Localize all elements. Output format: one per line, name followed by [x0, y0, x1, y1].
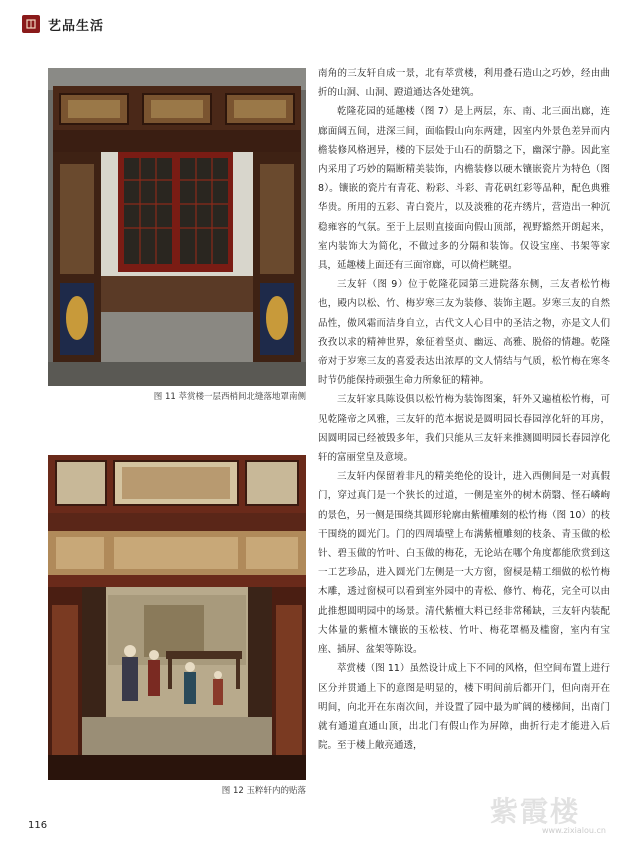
paragraph-3: 三友轩（图 9）位于乾隆花园第三进院落东侧，三友者松竹梅也，殿内以松、竹、梅岁寒三友为装修、装饰主题。岁寒三友的自然品性，傲风霜而洁身自立，古代文人心目中的圣洁之物，亦是文人们孜孜以求的精神世界，象征着坚贞、幽远、高雅、脱俗的情趣。乾隆帝对于岁寒三友的喜爱表达出浓厚的文人情结与气质，松竹梅在寒冬时节仍能保持顽强生命力所象征的精神。 [318, 279, 610, 387]
figure-11-caption: 图 11 萃赏楼一层西梢间北缝落地罩南侧 [153, 392, 306, 402]
page-header [22, 14, 104, 34]
watermark-url: www.zixialou.cn [542, 826, 606, 835]
section-title: 艺品生活 [48, 18, 105, 34]
paragraph-4: 三友轩家具陈设俱以松竹梅为装饰图案，轩外又遍植松竹梅，可见乾隆帝之风雅，三友轩的范本据说是圆明园长春园淳化轩的耳房，因圆明园已经被毁多年，我们只能从三友轩来推测圆明园长春园淳化轩的富丽堂皇及意境。 [318, 394, 610, 464]
watermark-logo: 紫霞楼 [490, 795, 581, 828]
watermark [490, 790, 630, 844]
article-body [318, 64, 610, 820]
paragraph-1: 南角的三友轩自成一景，北有萃赏楼，利用叠石造山之巧妙，经由曲折的山洞、山洞、蹬道通达各处建筑。 [318, 68, 610, 99]
paragraph-2: 乾隆花园的延趣楼（图 7）是上两层，东、南、北三面出廊，连廊面阔五间，进深三间，面临假山向东两建，因室内外景色差异而内檐装修风格迥异，楼的下层处于山石的荫翳之下，幽深宁静。因此室内采用了巧妙的隔断精美装饰，内檐装修以硬木镶嵌瓷片为特色（图 8）。镶嵌的瓷片有青花、粉彩、斗彩、青花矾红彩等品种，配色典雅华贵。所用的五彩、青白瓷片，以及淡雅的花卉绣片，营造出一种沉稳雍容的气氛。至于上层则直接面向假山顶部，视野豁然开朗起来，室内装饰大为简化，不做过多的分隔和装饰。仅设宝座、书架等家具，延趣楼上面还有三面帘廊，可以倚栏眺望。 [318, 106, 610, 272]
paragraph-5: 三友轩内保留着非凡的精美绝伦的设计，进入西侧间是一对真假门，穿过真门是一个狭长的过道，一侧是室外的树木荫翳、怪石嶙峋的景色，另一侧是围绕其圆形轮廓由紫檀雕刻的松竹梅（图 10）的枝干围绕的圆光门。门的四周墙壁上布满紫檀雕刻的枝条、青玉做的松针、碧玉做的竹叶、白玉做的梅花，无论站在哪个角度都能欣赏到这一工艺珍品，进入圆光门左侧是一大方窗，窗棂是精工细做的松竹梅木雕，透过窗棂可以看到室外园中的青松、修竹、梅花，完全可以由此推想圆明园中的场景。清代紫檀大料已经非常稀缺，三友轩内装配大体量的紫檀木镶嵌的玉松枝、竹叶、梅花罩槅及槛窗，室内有宝座、插屏、盆架等陈设。 [318, 471, 610, 656]
figure-12-caption: 图 12 玉粹轩内的贴落 [221, 786, 306, 796]
seal-logo-icon [22, 15, 40, 33]
page-number: 116 [28, 820, 48, 831]
paragraph-6: 萃赏楼（图 11）虽然设计成上下不同的风格，但空间布置上进行区分并贯通上下的意图是明显的，楼下明间前后都开门，但向南开在明间，向北开在东南次间，并设置了园中最为旷阔的楼梯间，出南门就有通道直通山顶，出北门有假山作为屏障，曲折行走才能进入后院。至于楼上敞亮通透， [318, 663, 610, 752]
figure-12-photo [48, 455, 306, 780]
figure-11-photo [48, 68, 306, 386]
